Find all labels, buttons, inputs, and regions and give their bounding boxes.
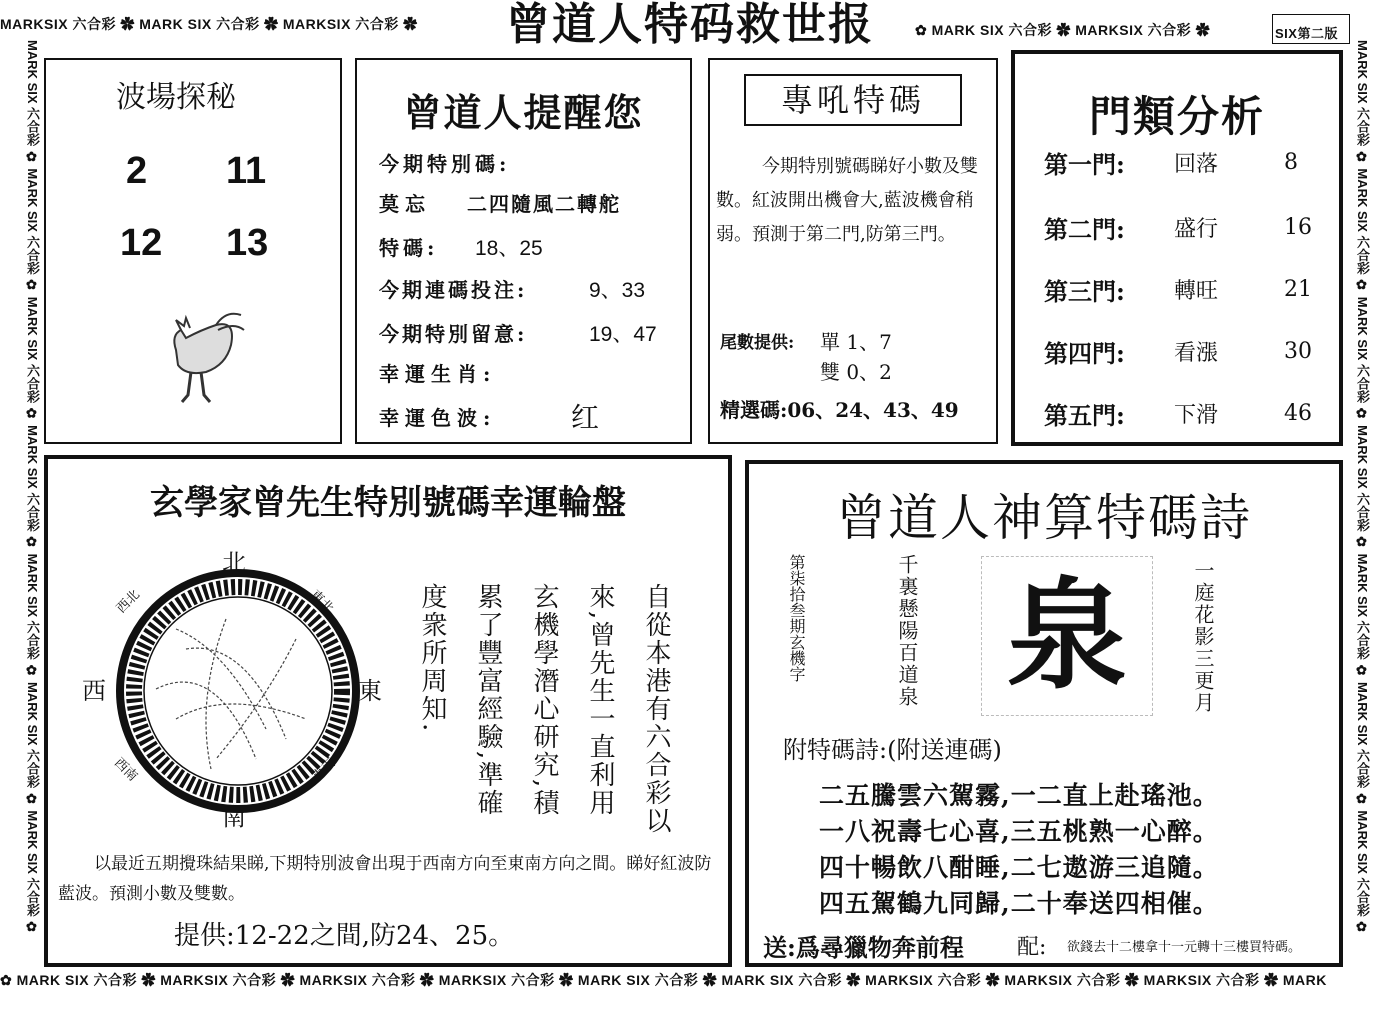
- wave-title: 波場探秘: [116, 80, 236, 115]
- wheel-col: 玄機學潛心研究,積: [529, 583, 559, 818]
- poem-line: 二五騰雲六駕霧,一二直上赴瑤池。: [819, 781, 1219, 810]
- doors-title: 門類分析: [1088, 92, 1265, 141]
- poem-panel: [745, 460, 1343, 967]
- tail-single: 單 1、7: [820, 330, 892, 354]
- door-row: [1044, 334, 1312, 369]
- door-num: 16: [1284, 215, 1312, 240]
- door-label: 第三門:: [1044, 277, 1125, 306]
- reminder-label: 特碼:: [379, 236, 439, 260]
- reminder-label: 幸運生肖:: [379, 362, 497, 386]
- reminder-title: 曾道人提醒您: [403, 90, 644, 135]
- rooster-icon: [146, 310, 246, 410]
- poem-line: 四五駕鶴九同歸,二十奉送四相催。: [819, 889, 1219, 918]
- dir-sw: 西南: [111, 755, 141, 785]
- reminder-value: 9、33: [589, 279, 646, 302]
- wheel-col: 累了豐富經驗,準確: [473, 583, 503, 818]
- reminder-value: 红: [571, 401, 600, 434]
- dir-nw: 西北: [113, 587, 143, 617]
- reminder-panel: [355, 58, 692, 444]
- dir-s: 南: [222, 803, 246, 831]
- wave-panel: [44, 58, 342, 444]
- reminder-value: 二四隨風二轉舵: [467, 192, 621, 216]
- dir-w: 西: [82, 677, 106, 705]
- poem-pei: 欲錢去十二樓拿十一元轉十三樓買特碼。: [1067, 940, 1302, 955]
- top-strip-right: ✿ MARK SIX 六合彩 ✿ MARKSIX 六合彩 ✿: [915, 22, 1211, 38]
- tail-label: 尾數提供:: [720, 333, 795, 353]
- dir-e: 東: [358, 677, 382, 705]
- wheel-col: 度衆所周知.: [417, 583, 447, 734]
- wheel-panel: [44, 455, 732, 967]
- poem-title: 曾道人神算特碼詩: [836, 489, 1252, 547]
- door-row: [1044, 272, 1312, 307]
- wave-number: 2: [126, 150, 148, 192]
- right-strip: MARK SIX 六合彩 ✿ MARK SIX 六合彩 ✿ MARK SIX 六合彩 ✿ MARK SIX 六合彩 ✿ MARK SIX 六合彩 ✿ MARK SIX 六合彩 ✿ MARK SIX 六合彩 ✿: [1355, 40, 1370, 936]
- bottom-strip: ✿ MARK SIX 六合彩 ✿ MARKSIX 六合彩 ✿ MARKSIX 六合彩 ✿ MARKSIX 六合彩 ✿ MARK SIX 六合彩 ✿ MARK SIX 六合彩 ✿ MARKSIX 六合彩 ✿ MARKSIX 六合彩 ✿ MARKSIX 六合彩 ✿ MARK: [0, 972, 1327, 988]
- reminder-label: 莫忘: [379, 192, 431, 216]
- door-row: [1044, 210, 1312, 245]
- wheel-col: 來,曾先生一直利用: [585, 583, 615, 818]
- door-label: 第一門:: [1044, 150, 1125, 179]
- door-num: 46: [1284, 401, 1312, 426]
- picks: 精選碼:06、24、43、49: [720, 398, 959, 422]
- dir-ne: 東北: [307, 587, 337, 617]
- wave-number: 11: [226, 150, 267, 192]
- left-strip: MARK SIX 六合彩 ✿ MARK SIX 六合彩 ✿ MARK SIX 六合彩 ✿ MARK SIX 六合彩 ✿ MARK SIX 六合彩 ✿ MARK SIX 六合彩 ✿ MARK SIX 六合彩 ✿: [25, 40, 40, 936]
- edition-label: SIX第二版: [1272, 14, 1350, 44]
- poem-big-char: 泉: [981, 556, 1153, 716]
- door-label: 第四門:: [1044, 339, 1125, 368]
- wave-number: 12: [120, 222, 163, 264]
- door-desc: 盛行: [1174, 217, 1219, 242]
- special-title: 專吼特碼: [744, 74, 962, 126]
- door-num: 21: [1284, 277, 1312, 302]
- wheel-col: 自從本港有六合彩以: [641, 583, 671, 835]
- poem-right-col: 一庭花影三更月: [1191, 560, 1215, 714]
- poem-send: 送:爲尋獵物奔前程: [763, 933, 964, 962]
- reminder-value: 19、47: [589, 323, 657, 346]
- special-body: 今期特別號碼睇好小數及雙數。紅波開出機會大,藍波機會稍弱。預測于第二門,防第三門。: [716, 156, 978, 245]
- poem-mid-col: 千裏懸陽百道泉: [895, 554, 919, 708]
- reminder-value: 18、25: [475, 237, 543, 260]
- special-panel: [708, 58, 998, 444]
- dir-n: 北: [222, 549, 246, 577]
- door-desc: 看漲: [1174, 341, 1219, 366]
- reminder-label: 今期連碼投注:: [379, 278, 528, 302]
- lucky-wheel: [116, 569, 360, 813]
- door-label: 第五門:: [1044, 401, 1125, 430]
- door-row: [1044, 396, 1312, 431]
- poem-line: 四十暢飲八酣睡,二七遨游三追隨。: [819, 853, 1219, 882]
- reminder-label: 今期特別留意:: [379, 322, 528, 346]
- door-desc: 轉旺: [1174, 279, 1219, 304]
- door-num: 30: [1284, 339, 1312, 364]
- door-desc: 下滑: [1174, 403, 1219, 428]
- poem-sub: 附特碼詩:(附送連碼): [783, 736, 1002, 764]
- doors-panel: [1011, 50, 1343, 446]
- door-num: 8: [1284, 150, 1298, 175]
- wheel-note: 以最近五期攪珠結果睇,下期特別波會出現于西南方向至東南方向之間。睇好紅波防藍波。預測小數及雙數。: [58, 854, 712, 904]
- reminder-label: 幸運色波:: [379, 406, 497, 430]
- wave-number: 13: [226, 222, 269, 264]
- tail-double: 雙 0、2: [820, 360, 892, 384]
- poem-left-col: 第柒拾叁期玄機字: [787, 554, 806, 682]
- door-label: 第二門:: [1044, 215, 1125, 244]
- reminder-label: 今期特別碼:: [379, 152, 511, 176]
- top-strip-left: MARKSIX 六合彩 ✿ MARK SIX 六合彩 ✿ MARKSIX 六合彩 ✿: [0, 16, 418, 32]
- page-title: 曾道人特码救世报: [506, 0, 874, 50]
- door-row: [1044, 145, 1298, 180]
- dir-se: 東南: [309, 755, 339, 785]
- door-desc: 回落: [1174, 152, 1219, 177]
- poem-line: 一八祝壽七心喜,三五桃熟一心醉。: [819, 817, 1219, 846]
- poem-pei-label: 配:: [1017, 935, 1047, 960]
- wheel-provide: 提供:12-22之間,防24、25。: [174, 921, 515, 951]
- wheel-title: 玄學家曾先生特別號碼幸運輪盤: [150, 483, 626, 523]
